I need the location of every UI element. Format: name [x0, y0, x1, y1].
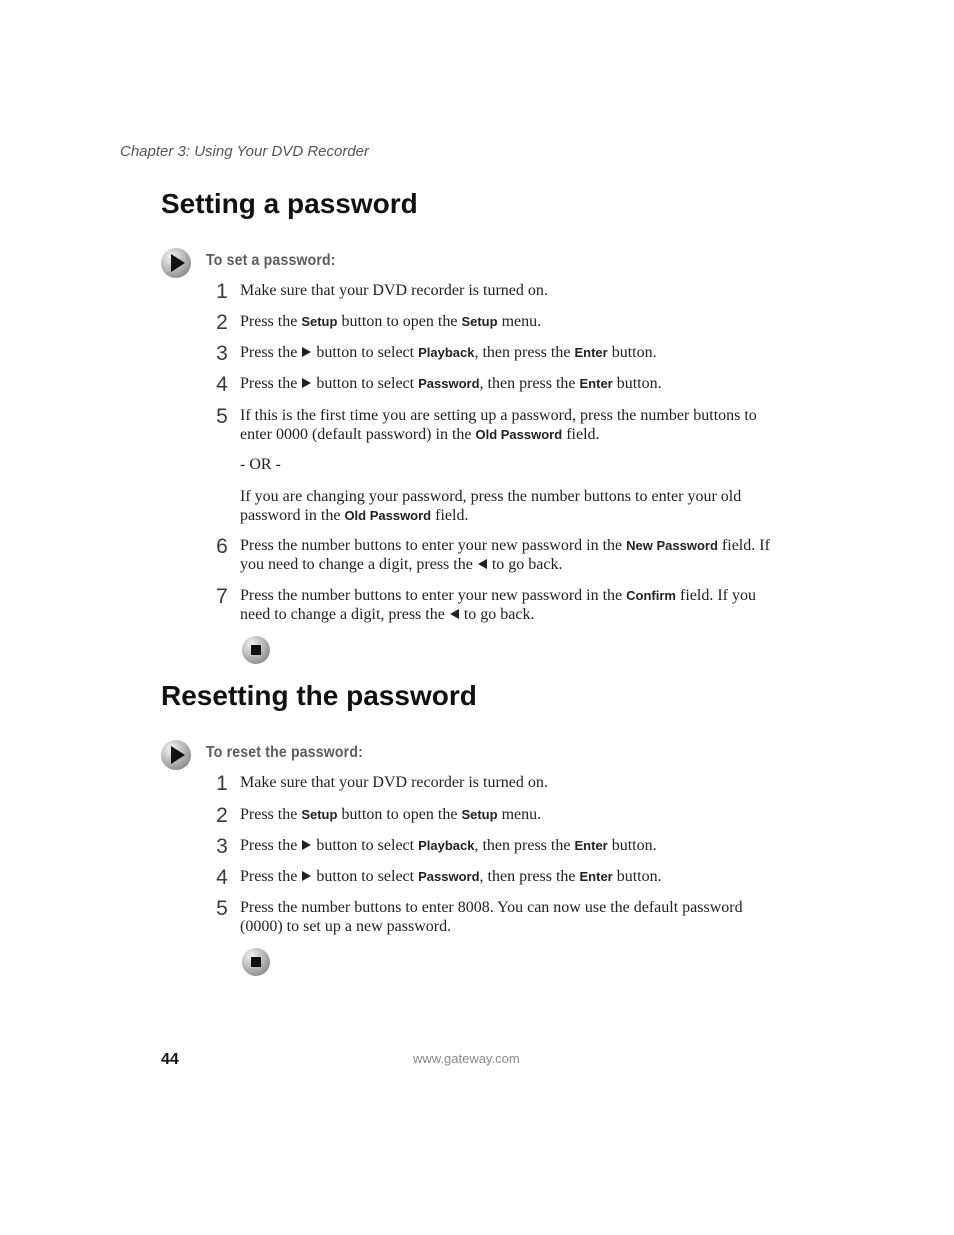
page-number: 44 — [161, 1051, 179, 1068]
step-text: Press the button to select Password, then press the Enter button. — [240, 375, 662, 392]
step-text: Press the button to select Playback, then press the Enter button. — [240, 344, 657, 361]
step-number: 1 — [216, 280, 228, 303]
step-text: Make sure that your DVD recorder is turned on. — [240, 282, 548, 299]
procedure-arrow-icon — [161, 740, 191, 770]
end-of-procedure-icon — [242, 948, 270, 976]
step-number: 2 — [216, 804, 228, 827]
section-title-resetting-password: Resetting the password — [161, 680, 477, 711]
section-title-setting-password: Setting a password — [161, 188, 418, 219]
step-number: 7 — [216, 585, 228, 608]
step-text: If this is the first time you are setting up a password, press the number buttons to enter 0000 (default password) in the Old Password field. — [240, 407, 757, 443]
end-of-procedure-icon — [242, 636, 270, 664]
procedure-heading: To reset the password: — [206, 744, 363, 761]
right-arrow-icon — [302, 840, 311, 850]
step-text: Press the button to select Password, then press the Enter button. — [240, 868, 662, 885]
step-text: Press the Setup button to open the Setup menu. — [240, 806, 542, 823]
step-number: 3 — [216, 342, 228, 365]
step-text: Press the number buttons to enter your new password in the New Password field. If you need to change a digit, press the to go back. — [240, 537, 770, 573]
left-arrow-icon — [450, 609, 459, 619]
step-number: 4 — [216, 866, 228, 889]
procedure-heading: To set a password: — [206, 252, 336, 269]
step-text: Make sure that your DVD recorder is turned on. — [240, 774, 548, 791]
step-number: 5 — [216, 405, 228, 428]
step-text: If you are changing your password, press the number buttons to enter your old password in the Old Password field. — [240, 488, 742, 524]
chapter-header: Chapter 3: Using Your DVD Recorder — [120, 143, 370, 160]
right-arrow-icon — [302, 347, 311, 357]
step-number: 4 — [216, 373, 228, 396]
left-arrow-icon — [478, 559, 487, 569]
procedure-arrow-icon — [161, 248, 191, 278]
or-separator: - OR - — [240, 456, 281, 473]
step-number: 2 — [216, 311, 228, 334]
step-text: Press the number buttons to enter your new password in the Confirm field. If you need to change a digit, press the to go back. — [240, 587, 756, 623]
step-number: 5 — [216, 897, 228, 920]
footer-url[interactable]: www.gateway.com — [413, 1051, 520, 1066]
right-arrow-icon — [302, 871, 311, 881]
step-number: 1 — [216, 772, 228, 795]
step-text: Press the button to select Playback, then press the Enter button. — [240, 837, 657, 854]
step-number: 6 — [216, 535, 228, 558]
step-number: 3 — [216, 835, 228, 858]
step-text: Press the number buttons to enter 8008. You can now use the default password (0000) to set up a new password. — [240, 899, 743, 935]
right-arrow-icon — [302, 378, 311, 388]
step-text: Press the Setup button to open the Setup menu. — [240, 313, 542, 330]
